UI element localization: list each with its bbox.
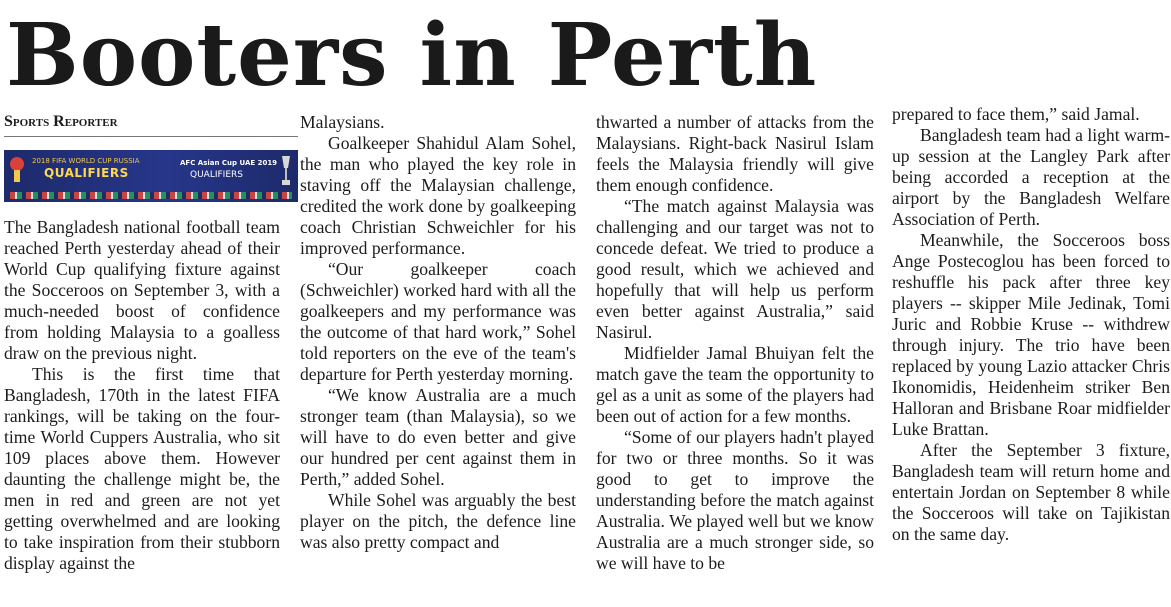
paragraph: While Sohel was arguably the best player on the pitch, the defence line was also pretty compact and [300,490,576,552]
paragraph: Goalkeeper Shahidul Alam Sohel, the man who played the key role in staving off the Malaysian challenge, credited the work done by goalkeeping coach Christian Schweichler for his improved performance. [300,133,576,258]
paragraph: Meanwhile, the Socceroos boss Ange Postecoglou has been forced to reshuffle his pack after three key players -- skipper Mile Jedinak, Tomi Juric and Robbie Kruse -- withdrew through injury. The trio have been replaced by young Lazio attacker Chris Ikonomidis, Heidenheim striker Ben Halloran and Brisbane Roar midfielder Luke Brattan. [892,230,1170,439]
paragraph: “Our goalkeeper coach (Schweichler) worked hard with all the goalkeepers and my performance was the outcome of that hard work,” Sohel told reporters on the eve of the team's departure for Perth yesterday morning. [300,259,576,384]
paragraph: thwarted a number of attacks from the Malaysians. Right-back Nasirul Islam feels the Malaysia friendly will give them enough confidence. [596,112,874,195]
paragraph: “Some of our players hadn't played for two or three months. So it was good to get to improve the understanding before the match against Australia. We played well but we know Australia are a much stronger side, so we will have to be [596,427,874,573]
world-cup-logo-icon [8,155,26,185]
headline: Booters in Perth [6,5,818,106]
paragraph: “The match against Malaysia was challenging and our target was not to concede defeat. We tried to produce a good result, which we achieved and hopefully that will help us perform even better against Australia,” said Nasirul. [596,196,874,342]
banner-right-small: AFC Asian Cup UAE 2019 [180,159,278,167]
qualifiers-banner [4,150,298,202]
banner-left-big: QUALIFIERS [44,166,129,180]
paragraph: “We know Australia are a much stronger team (than Malaysia), so we will have to do even better and give our hundred per cent against them in Perth,” added Sohel. [300,385,576,489]
trophy-icon [280,154,292,188]
article-column-1 [4,217,280,574]
paragraph: prepared to face them,” said Jamal. [892,104,1140,124]
banner-left-small: 2018 FIFA WORLD CUP RUSSIA [32,157,140,165]
paragraph: The Bangladesh national football team reached Perth yesterday ahead of their World Cup qualifying fixture against the Socceroos on September 3, with a much-needed boost of confidence from holding Malaysia to a goalless draw on the previous night. [4,217,280,363]
article-column-3 [596,112,874,574]
paragraph: Bangladesh team had a light warm-up session at the Langley Park after being accorded a reception at the airport by the Bangladesh Welfare Association of Perth. [892,125,1170,229]
paragraph: Midfielder Jamal Bhuiyan felt the match gave the team the opportunity to gel as a unit as some of the players had been out of action for a few months. [596,343,874,426]
article-column-2 [300,112,576,553]
banner-right-big: QUALIFIERS [190,170,243,180]
paragraph: After the September 3 fixture, Bangladesh team will return home and entertain Jordan on September 8 while the Socceroos will take on Tajikistan on the same day. [892,440,1170,544]
flags-strip [10,192,292,199]
paragraph: Malaysians. [300,112,385,132]
byline: Sports Reporter [4,112,298,137]
paragraph: This is the first time that Bangladesh, 170th in the latest FIFA rankings, will be taking on the four-time World Cuppers Australia, who sit 109 places above them. However daunting the challenge might be, the men in red and green are not yet getting overwhelmed and are looking to take inspiration from their stubborn display against the [4,364,280,573]
article-column-4 [892,104,1170,545]
